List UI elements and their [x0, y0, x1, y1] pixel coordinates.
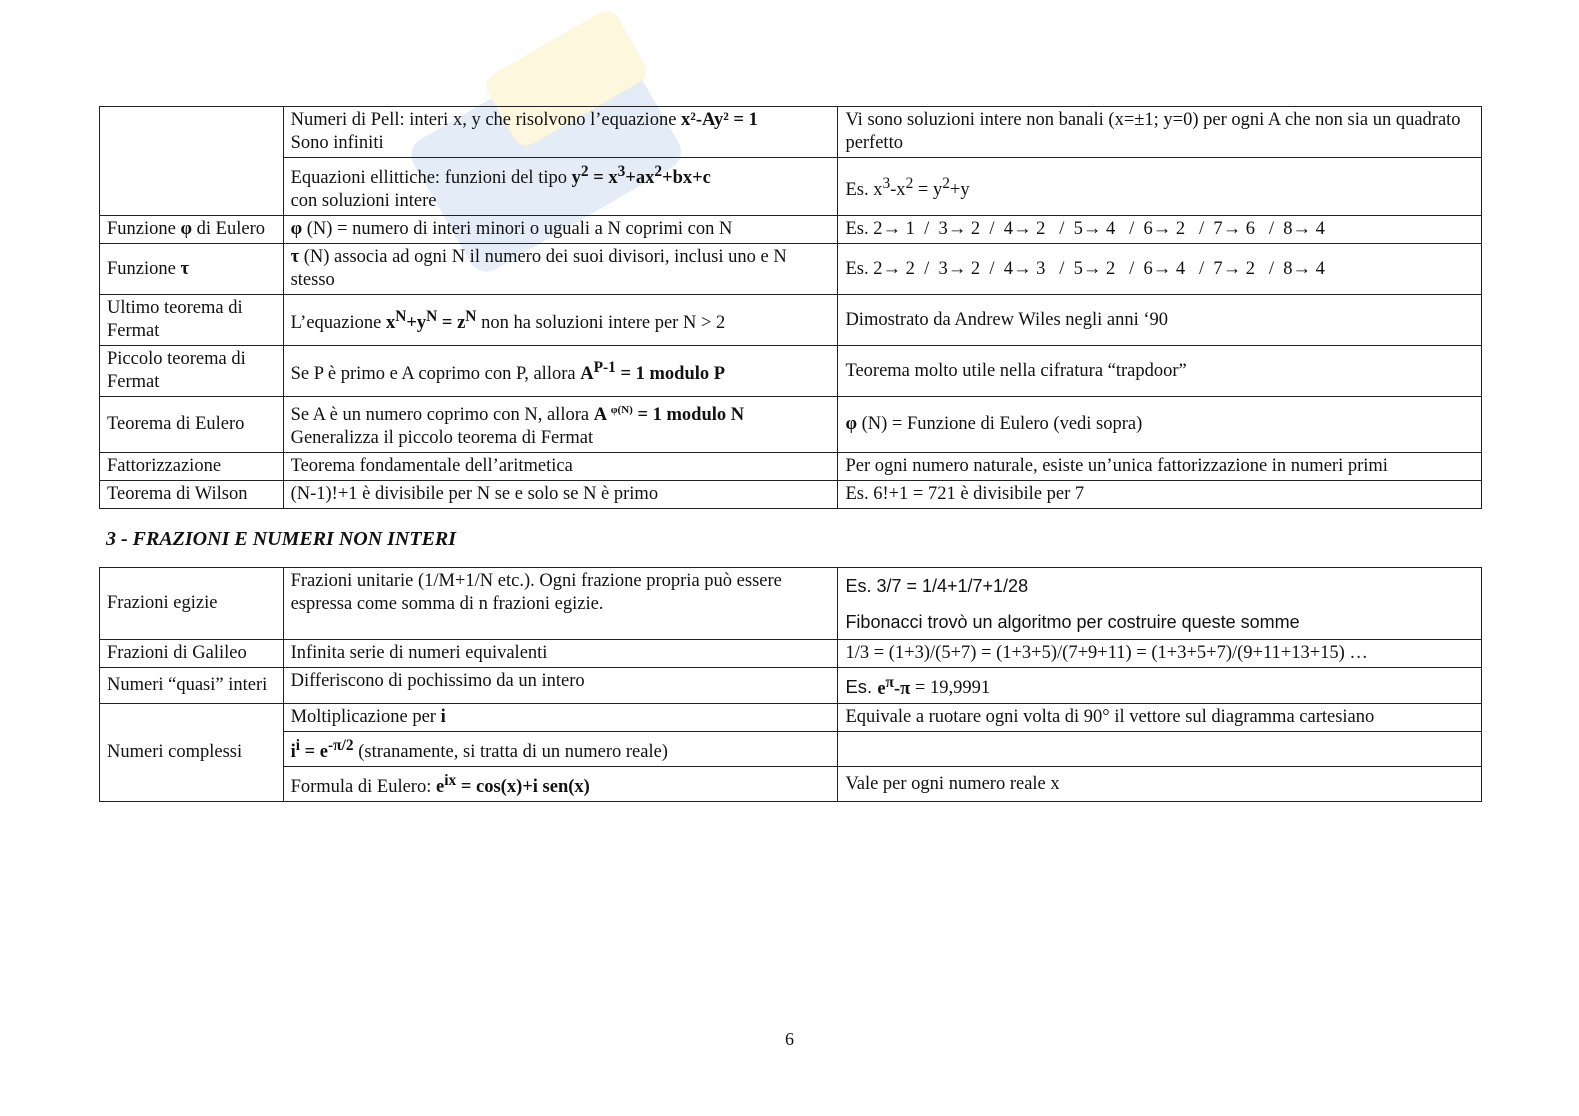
table-row — [100, 397, 1482, 453]
table-row — [100, 704, 1482, 732]
complex-multiplication-note: Equivale a ruotare ogni volta di 90° il vettore sul diagramma cartesiano — [838, 704, 1482, 732]
galileo-note: 1/3 = (1+3)/(5+7) = (1+3+5)/(7+9+11) = (1+3+5+7)/(9+11+13+15) … — [838, 640, 1482, 668]
phi-name: Funzione φ di Eulero — [100, 216, 284, 244]
pell-note: Vi sono soluzioni intere non banali (x=±1; y=0) per ogni A che non sia un quadrato perfetto — [838, 107, 1482, 158]
complex-multiplication: Moltiplicazione per i — [283, 704, 838, 732]
table-cell-empty — [838, 732, 1482, 767]
tau-definition: τ (N) associa ad ogni N il numero dei suoi divisori, inclusi uno e N stesso — [283, 244, 838, 295]
euler-formula-note: Vale per ogni numero reale x — [838, 767, 1482, 802]
elliptic-example: Es. $x^3-x^2 = y^2+y$ — [838, 158, 1482, 216]
tau-name: Funzione τ — [100, 244, 284, 295]
wilson-name: Teorema di Wilson — [100, 481, 284, 509]
factorization-note: Per ogni numero naturale, esiste un’unica fattorizzazione in numeri primi — [838, 453, 1482, 481]
table-cell-empty — [100, 107, 284, 216]
table-row — [100, 244, 1482, 295]
egyptian-note: Fibonacci trovò un algoritmo per costruire queste somme — [845, 611, 1300, 632]
number-theory-table — [99, 106, 1482, 509]
quasi-name: Numeri “quasi” interi — [100, 668, 284, 704]
complex-name: Numeri complessi — [100, 704, 284, 802]
phi-definition: φ (N) = numero di interi minori o uguali a N coprimi con N — [283, 216, 838, 244]
table-row — [100, 453, 1482, 481]
table-row — [100, 767, 1482, 802]
fermat-little-note: Teorema molto utile nella cifratura “trapdoor” — [838, 346, 1482, 397]
page-number: 6 — [785, 1029, 794, 1049]
phi-example: Es. 2→ 1 / 3→ 2 / 4→ 2 / 5→ 4 / 6→ 2 / 7→ 6 / 8→ 4 — [838, 216, 1482, 244]
pell-definition: Numeri di Pell: interi x, y che risolvono l’equazione x²-Ay² = 1 Sono infiniti — [283, 107, 838, 158]
quasi-example: Es. $e^\pi-\pi = 19,9991$ — [838, 668, 1482, 704]
factorization-name: Fattorizzazione — [100, 453, 284, 481]
fermat-little-name: Piccolo teorema di Fermat — [100, 346, 284, 397]
section-heading: 3 - FRAZIONI E NUMERI NON INTERI — [106, 528, 457, 550]
euler-theorem-note: φ (N) = Funzione di Eulero (vedi sopra) — [838, 397, 1482, 453]
table-row — [100, 158, 1482, 216]
elliptic-definition: Equazioni ellittiche: funzioni del tipo $y^2 = x^3+ax^2+bx+c$ con soluzioni intere — [283, 158, 838, 216]
fermat-last-definition: L’equazione $x^N+y^N = z^N$ non ha soluzioni intere per N > 2 — [283, 295, 838, 346]
table-row — [100, 568, 1482, 640]
table-row — [100, 668, 1482, 704]
table-row — [100, 107, 1482, 158]
table-row — [100, 640, 1482, 668]
euler-theorem-name: Teorema di Eulero — [100, 397, 284, 453]
table-row — [100, 481, 1482, 509]
table-row — [100, 216, 1482, 244]
table-row — [100, 346, 1482, 397]
complex-i-power: $i^i = e^{-\pi/2}$ (stranamente, si tratta di un numero reale) — [283, 732, 838, 767]
fermat-last-name: Ultimo teorema di Fermat — [100, 295, 284, 346]
wilson-definition: (N-1)!+1 è divisibile per N se e solo se N è primo — [283, 481, 838, 509]
fermat-last-note: Dimostrato da Andrew Wiles negli anni ‘90 — [838, 295, 1482, 346]
galileo-definition: Infinita serie di numeri equivalenti — [283, 640, 838, 668]
fractions-table — [99, 567, 1482, 802]
tau-example: Es. 2→ 2 / 3→ 2 / 4→ 3 / 5→ 2 / 6→ 4 / 7→ 2 / 8→ 4 — [838, 244, 1482, 295]
quasi-definition: Differiscono di pochissimo da un intero — [283, 668, 838, 704]
egyptian-example — [838, 568, 1482, 640]
wilson-note: Es. 6!+1 = 721 è divisibile per 7 — [838, 481, 1482, 509]
galileo-name: Frazioni di Galileo — [100, 640, 284, 668]
fermat-little-definition: Se P è primo e A coprimo con P, allora $A^{P-1} = 1$ modulo P — [283, 346, 838, 397]
euler-theorem-definition: Se A è un numero coprimo con N, allora A $^{\varphi(N)}$ = 1 modulo N Generalizza il piccolo teorema di Fermat — [283, 397, 838, 453]
table-row — [100, 732, 1482, 767]
table-row — [100, 295, 1482, 346]
egyptian-definition: Frazioni unitarie (1/M+1/N etc.). Ogni frazione propria può essere espressa come somma di n frazioni egizie. — [283, 568, 838, 640]
factorization-definition: Teorema fondamentale dell’aritmetica — [283, 453, 838, 481]
egyptian-example-line: Es. 3/7 = 1/4+1/7+1/28 — [845, 575, 1029, 596]
euler-formula: Formula di Eulero: $e^{ix} = \cos(x)+i$ sen(x) — [283, 767, 838, 802]
egyptian-name: Frazioni egizie — [100, 568, 284, 640]
